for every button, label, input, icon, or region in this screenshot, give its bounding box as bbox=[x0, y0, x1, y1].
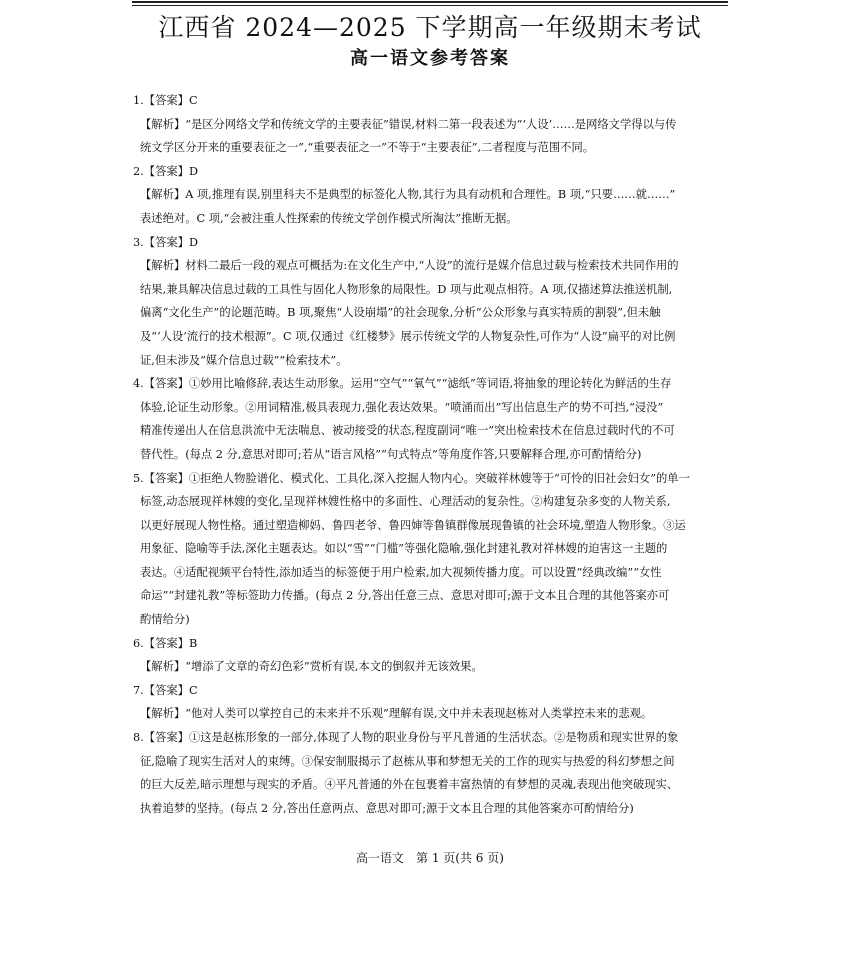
answer-line: 精准传递出人在信息洪流中无法喘息、被动接受的状态,程度副词“唯一”突出检索技术在信息过载时代的不可 bbox=[140, 424, 675, 438]
answer-line: 替代性。(每点 2 分,意思对即可;若从“语言风格”“句式特点”等角度作答,只要解释合理,亦可酌情给分) bbox=[140, 447, 642, 461]
answer-line: 及“‘人设’流行的技术根源”。C 项,仅通过《红楼梦》展示传统文学的人物复杂性,可作为“人设”扁平的对比例 bbox=[140, 329, 676, 343]
answer-line: 【解析】“增添了文章的奇幻色彩”赏析有误,本文的倒叙并无该效果。 bbox=[140, 660, 483, 674]
answer-line: 结果,兼具解决信息过载的工具性与固化人物形象的局限性。D 项与此观点相符。A 项,仅描述算法推送机制, bbox=[140, 282, 673, 296]
answer-line: 证,但未涉及“媒介信息过载”“检索技术”。 bbox=[140, 353, 348, 367]
page-footer: 高一语文 第 1 页(共 6 页) bbox=[356, 851, 504, 865]
answer-line: 1.【答案】C bbox=[133, 94, 198, 107]
answer-line: 体验,论证生动形象。②用词精准,极具表现力,强化表达效果。“喷涌而出”写出信息生产的势不可挡,“浸没” bbox=[140, 400, 664, 414]
answer-line: 5.【答案】①拒绝人物脸谱化、模式化、工具化,深入挖掘人物内心。突破祥林嫂等于“可怜的旧社会妇女”的单一 bbox=[133, 471, 690, 485]
answer-line: 表达。④适配视频平台特性,添加适当的标签便于用户检索,加大视频传播力度。可以设置“经典改编”“女性 bbox=[140, 565, 662, 579]
answer-line: 酌情给分) bbox=[140, 613, 190, 627]
answer-line: 执着追梦的坚持。(每点 2 分,答出任意两点、意思对即可;源于文本且合理的其他答案亦可酌情给分) bbox=[140, 801, 634, 815]
answer-line: 统文学区分开来的重要表征之一”,“重要表征之一”不等于“主要表征”,二者程度与范围不同。 bbox=[140, 141, 595, 155]
answer-line: 8.【答案】①这是赵栋形象的一部分,体现了人物的职业身份与平凡普通的生活状态。②是物质和现实世界的象 bbox=[133, 731, 679, 745]
answer-line: 【解析】“他对人类可以掌控自己的未来并不乐观”理解有误,文中并未表现赵栋对人类掌控未来的悲观。 bbox=[140, 707, 653, 721]
answer-line: 征,隐喻了现实生活对人的束缚。③保安制服揭示了赵栋从事和梦想无关的工作的现实与热爱的科幻梦想之间 bbox=[140, 754, 675, 768]
answer-line: 用象征、隐喻等手法,深化主题表达。如以“雪”“门槛”等强化隐喻,强化封建礼教对祥林嫂的迫害这一主题的 bbox=[140, 542, 668, 556]
answer-line: 【解析】材料二最后一段的观点可概括为:在文化生产中,“人设”的流行是媒介信息过载与检索技术共同作用的 bbox=[140, 259, 679, 273]
answer-line: 以更好展现人物性格。通过塑造柳妈、鲁四老爷、鲁四婶等鲁镇群像展现鲁镇的社会环境,塑造人物形象。③运 bbox=[140, 518, 686, 532]
answer-line: 【解析】“是区分网络文学和传统文学的主要表征”错误,材料二第一段表述为“‘人设’……是网络文学得以与传 bbox=[140, 117, 677, 131]
answer-line: 3.【答案】D bbox=[133, 235, 199, 249]
answer-line: 6.【答案】B bbox=[133, 636, 198, 650]
exam-title: 江西省 2024—2025 下学期高一年级期末考试 bbox=[158, 13, 702, 42]
answer-line: 7.【答案】C bbox=[133, 683, 198, 697]
top-rule bbox=[132, 1, 728, 3]
answer-line: 命运”“封建礼教”等标签助力传播。(每点 2 分,答出任意三点、意思对即可;源于文本且合理的其他答案亦可 bbox=[140, 589, 670, 603]
answer-line: 4.【答案】①妙用比喻修辞,表达生动形象。运用“空气”“氧气”“滤纸”等词语,将抽象的理论转化为鲜活的生存 bbox=[133, 377, 672, 391]
answer-content bbox=[133, 89, 729, 820]
answer-line: 表述绝对。C 项,“会被注重人性探索的传统文学创作模式所淘汰”推断无据。 bbox=[140, 211, 518, 225]
answer-line: 偏离“文化生产”的论题范畴。B 项,聚焦“人设崩塌”的社会现象,分析“公众形象与真实特质的割裂”,但未触 bbox=[140, 306, 661, 320]
top-rule-thin bbox=[132, 5, 728, 6]
answer-line: 的巨大反差,暗示理想与现实的矛盾。④平凡普通的外在包裹着丰富热情的有梦想的灵魂,表现出他突破现实、 bbox=[140, 778, 679, 792]
answer-line: 标签,动态展现祥林嫂的变化,呈现祥林嫂性格中的多面性、心理活动的复杂性。②构建复杂多变的人物关系, bbox=[140, 495, 671, 509]
answer-line: 【解析】A 项,推理有误,别里科夫不是典型的标签化人物,其行为具有动机和合理性。B 项,“只要……就……” bbox=[140, 188, 676, 202]
answer-key-subtitle: 高一语文参考答案 bbox=[350, 48, 510, 69]
answer-line: 2.【答案】D bbox=[133, 164, 199, 178]
